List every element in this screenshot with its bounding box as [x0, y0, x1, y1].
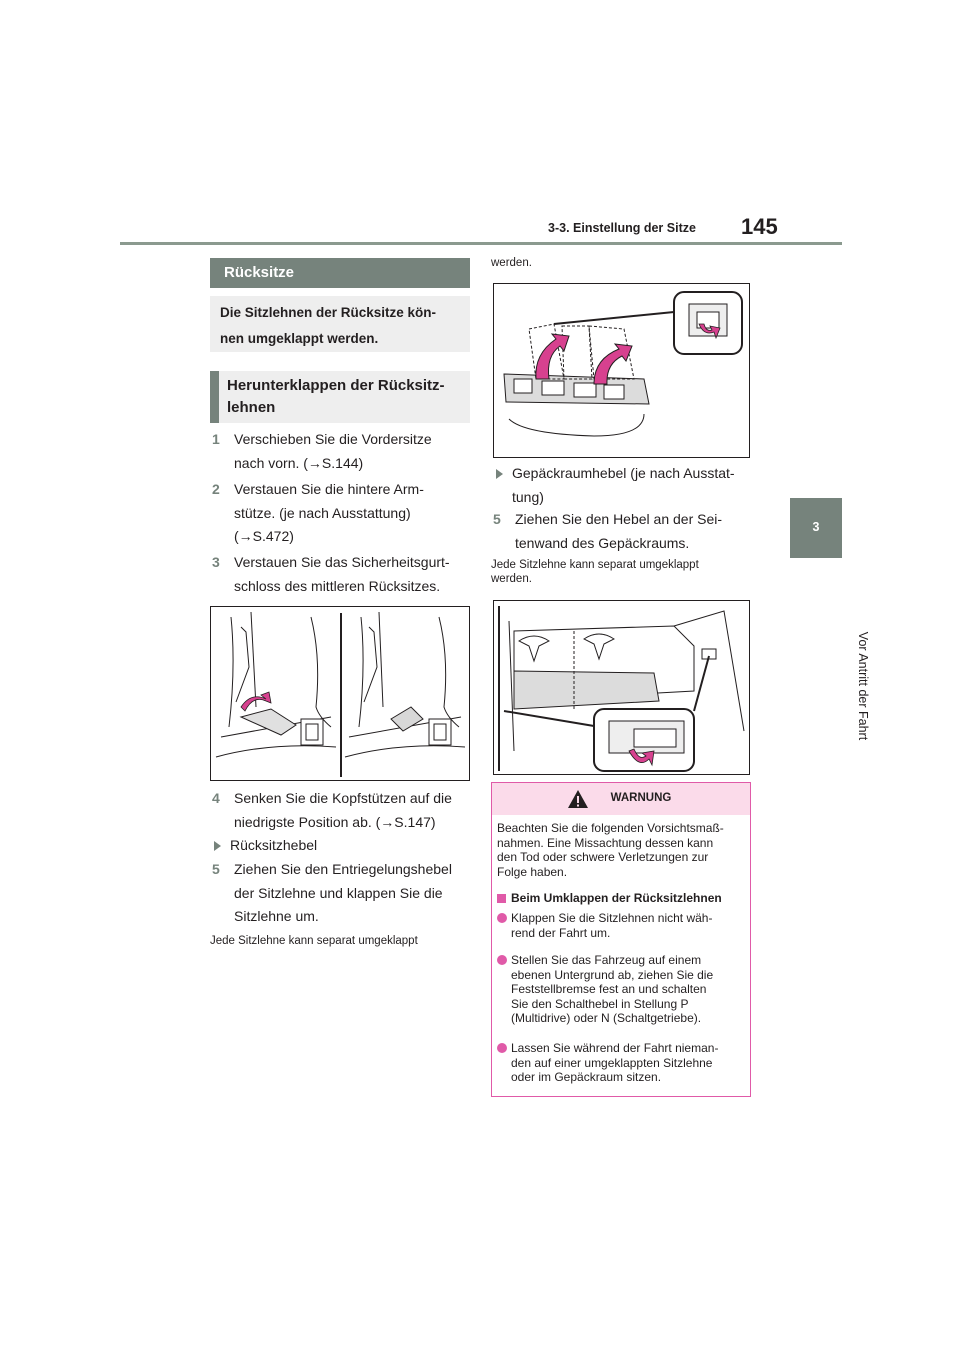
- step-line: Verstauen Sie die hintere Arm-: [234, 481, 424, 497]
- dot-bullet-icon: [497, 955, 507, 965]
- section-heading: Rücksitze: [210, 258, 470, 288]
- step-line: schloss des mittleren Rücksitzes.: [234, 577, 441, 594]
- figure-rear-seats: [493, 283, 750, 458]
- warning-intro-line: Folge haben.: [497, 864, 568, 879]
- warning-intro-line: Beachten Sie die folgenden Vorsichtsmaß-: [497, 821, 724, 835]
- step-number: 2: [212, 481, 220, 497]
- step-text: [234, 478, 424, 549]
- step-2: [212, 478, 472, 550]
- page-number: 145: [741, 214, 778, 239]
- step-line: der Sitzlehne und klappen Sie die: [234, 884, 443, 901]
- section-title: 3-3. Einstellung der Sitze: [548, 221, 696, 235]
- step-line: Senken Sie die Kopfstützen auf die: [234, 790, 452, 806]
- bullet-triangle-icon: [496, 469, 503, 479]
- bullet-label: [512, 462, 735, 509]
- intro-line: Die Sitzlehnen der Rücksitze kön-: [220, 305, 437, 320]
- warning-item-line: Stellen Sie das Fahrzeug auf einem: [511, 953, 702, 967]
- rear-seats-illustration: [494, 284, 749, 457]
- warning-item-line: rend der Fahrt um.: [511, 925, 611, 940]
- step-number: 4: [212, 790, 220, 806]
- step-line: tenwand des Gepäckraums.: [515, 534, 690, 551]
- bullet-label: Rücksitzhebel: [230, 837, 318, 853]
- bullet-line: Gepäckraumhebel (je nach Ausstat-: [512, 465, 735, 481]
- warning-item-line: den auf einer umgeklappten Sitzlehne: [511, 1055, 713, 1070]
- chapter-title: Vor Antritt der Fahrt: [856, 631, 870, 741]
- note-line: Jede Sitzlehne kann separat umgeklappt: [491, 559, 699, 571]
- step-number: 1: [212, 431, 220, 447]
- step-number: 5: [493, 511, 501, 527]
- intro-line: nen umgeklappt werden.: [220, 331, 379, 346]
- warning-subheading: Beim Umklappen der Rücksitzlehnen: [511, 891, 722, 905]
- step-line: nach vorn. (→S.144): [234, 454, 364, 471]
- chapter-number: 3: [812, 520, 820, 534]
- warning-item-line: Sie den Schalthebel in Stellung P: [511, 996, 689, 1011]
- warning-item-line: oder im Gepäckraum sitzen.: [511, 1070, 662, 1084]
- subheading: [210, 371, 470, 423]
- warning-intro-line: den Tod oder schwere Verletzungen zur: [497, 850, 709, 864]
- warning-item-line: Lassen Sie während der Fahrt nieman-: [511, 1041, 719, 1055]
- step-5-luggage: [493, 508, 753, 556]
- step-line: Verstauen Sie das Sicherheitsgurt-: [234, 554, 450, 570]
- warning-item-line: Feststellbremse fest an und schalten: [511, 982, 707, 996]
- note-continued: werden.: [491, 257, 532, 269]
- warning-item-line: Klappen Sie die Sitzlehnen nicht wäh-: [511, 911, 713, 925]
- warning-box: [491, 782, 751, 1097]
- warning-item-text: [511, 953, 747, 1026]
- step-line: Verschieben Sie die Vordersitze: [234, 431, 432, 447]
- chapter-tab[interactable]: [790, 498, 842, 558]
- warning-item-text: [511, 1041, 747, 1085]
- subheading-line: lehnen: [227, 399, 276, 416]
- step-text: [234, 428, 432, 475]
- bullet-luggage-lever: [496, 462, 756, 510]
- dot-bullet-icon: [497, 1043, 507, 1053]
- warning-item-line: (Multidrive) oder N (Schaltgetriebe).: [511, 1011, 702, 1025]
- luggage-lever-illustration: [494, 601, 749, 774]
- note-text-right: [491, 558, 751, 586]
- step-line: (→S.472): [234, 528, 294, 544]
- bullet-line: tung): [512, 488, 544, 505]
- dot-bullet-icon: [497, 913, 507, 923]
- step-5-seat: [212, 858, 472, 930]
- warning-header: [492, 783, 750, 815]
- subheading-line: Herunterklappen der Rücksitz-: [227, 377, 445, 394]
- step-text: [234, 858, 452, 929]
- warning-intro: [497, 821, 747, 879]
- note-line: werden.: [491, 573, 532, 585]
- step-line: Ziehen Sie den Entriegelungshebel: [234, 861, 452, 877]
- warning-intro-line: nahmen. Eine Missachtung dessen kann: [497, 835, 714, 850]
- note-text: Jede Sitzlehne kann separat umgeklappt: [210, 935, 418, 947]
- step-line: stütze. (je nach Ausstattung): [234, 504, 411, 521]
- bullet-seat-lever: [214, 834, 454, 858]
- figure-luggage-lever: [493, 600, 750, 775]
- square-bullet-icon: [497, 894, 506, 903]
- warning-item-text: [511, 911, 747, 940]
- step-line: Sitzlehne um.: [234, 908, 319, 924]
- warning-title: WARNUNG: [610, 792, 672, 804]
- step-text: [515, 508, 722, 555]
- seat-buckle-illustration: [211, 607, 469, 780]
- step-number: 5: [212, 861, 220, 877]
- step-number: 3: [212, 554, 220, 570]
- step-3: [212, 551, 472, 599]
- warning-item-line: ebenen Untergrund ab, ziehen Sie die: [511, 967, 714, 982]
- step-line: Ziehen Sie den Hebel an der Sei-: [515, 511, 723, 527]
- figure-seat-buckle: [210, 606, 470, 781]
- step-text: [234, 551, 450, 598]
- intro-box: [210, 296, 470, 352]
- step-4: [212, 787, 472, 835]
- step-line: niedrigste Position ab. (→S.147): [234, 813, 436, 830]
- step-1: [212, 428, 472, 476]
- header-rule: [120, 242, 842, 245]
- step-text: [234, 787, 452, 834]
- bullet-triangle-icon: [214, 841, 221, 851]
